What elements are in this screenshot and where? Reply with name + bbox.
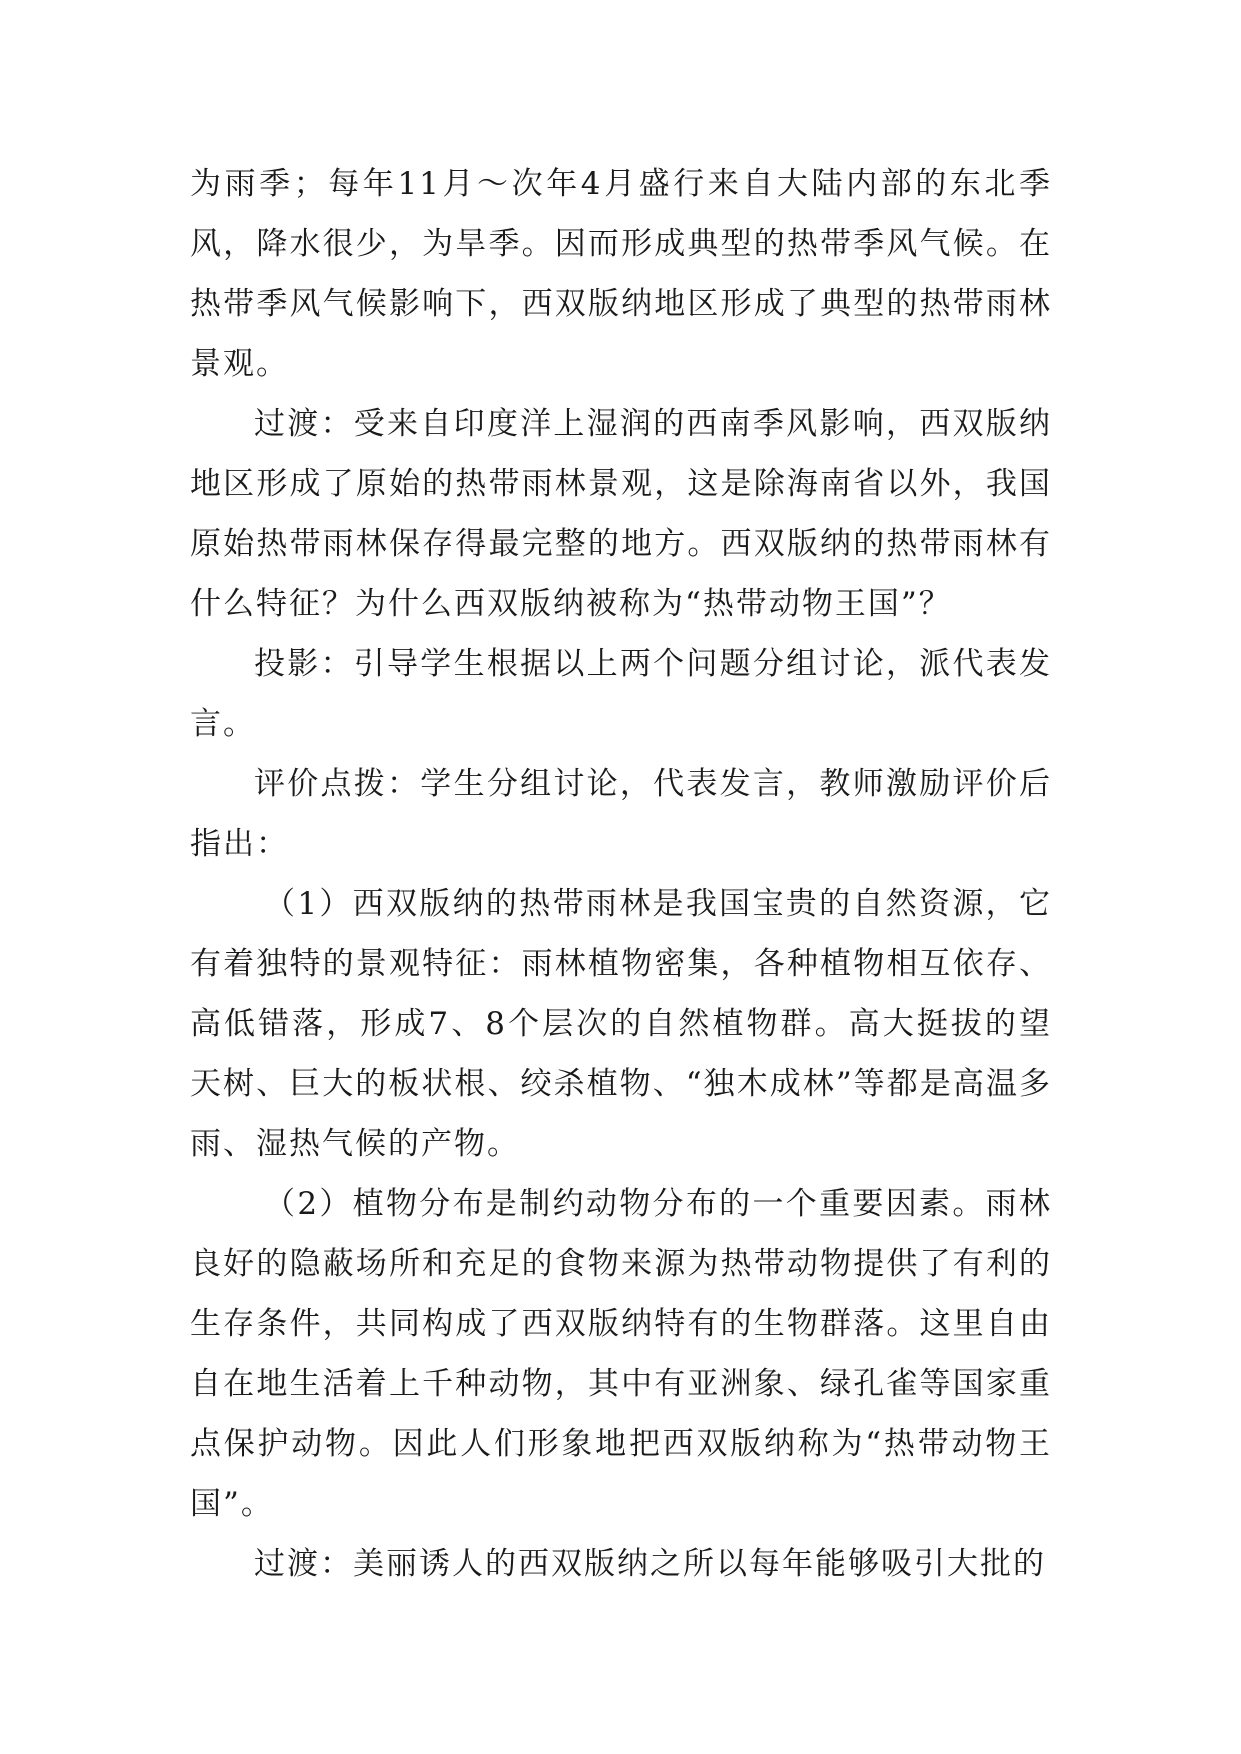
paragraph-point-2: （2）植物分布是制约动物分布的一个重要因素。雨林良好的隐蔽场所和充足的食物来源为热带动物提供了有利的生存条件，共同构成了西双版纳特有的生物群落。这里自由自在地生活着上千种动物，其中有亚洲象、绿孔雀等国家重点保护动物。因此人们形象地把西双版纳称为“热带动物王国”。	[190, 1186, 1052, 1522]
paragraph-transition-1: 过渡：受来自印度洋上湿润的西南季风影响，西双版纳地区形成了原始的热带雨林景观，这是除海南省以外，我国原始热带雨林保存得最完整的地方。西双版纳的热带雨林有什么特征？为什么西双版纳被称为“热带动物王国”？	[190, 406, 1052, 622]
paragraph-rainy-season: 为雨季；每年11月～次年4月盛行来自大陆内部的东北季风，降水很少，为旱季。因而形成典型的热带季风气候。在热带季风气候影响下，西双版纳地区形成了典型的热带雨林景观。	[190, 166, 1052, 382]
paragraph-transition-2: 过渡：美丽诱人的西双版纳之所以每年能够吸引大批的	[254, 1546, 1046, 1582]
document-body	[190, 154, 1052, 1594]
paragraph-evaluation: 评价点拨：学生分组讨论，代表发言，教师激励评价后指出：	[190, 766, 1052, 862]
paragraph-point-1: （1）西双版纳的热带雨林是我国宝贵的自然资源，它有着独特的景观特征：雨林植物密集，各种植物相互依存、高低错落，形成7、8个层次的自然植物群。高大挺拔的望天树、巨大的板状根、绞杀植物、“独木成林”等都是高温多雨、湿热气候的产物。	[190, 886, 1052, 1162]
paragraph-projection: 投影：引导学生根据以上两个问题分组讨论，派代表发言。	[190, 646, 1052, 742]
